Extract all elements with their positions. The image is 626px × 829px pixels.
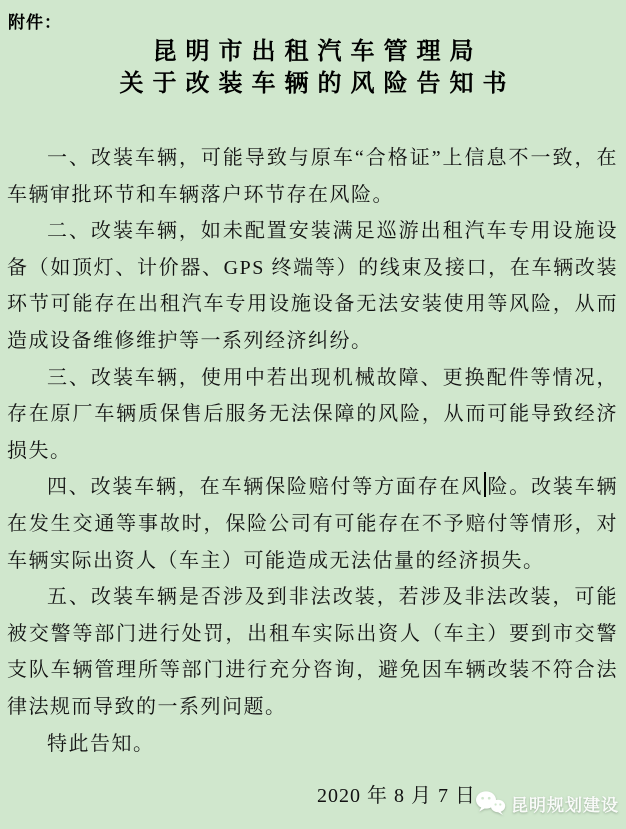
notice-paragraph-2: 二、改装车辆，如未配置安装满足巡游出租汽车专用设施设备（如顶灯、计价器、GPS 终端等）的线束及接口，在车辆改装环节可能存在出租汽车专用设施设备无法安装使用等风险，从而造成设备维修维护等一系列经济纠纷。 bbox=[7, 220, 618, 352]
notice-paragraph-4 bbox=[7, 469, 618, 579]
watermark bbox=[475, 790, 619, 817]
notice-paragraph-4-text-a: 四、改装车辆，在车辆保险赔付等方面存在风 bbox=[47, 476, 484, 499]
text-cursor bbox=[484, 472, 486, 497]
notice-paragraph-4-text-b: 险。改装车辆在发生交通等事故时，保险公司有可能存在不予赔付等情形，对车辆实际出资人（车主）可能造成无法估量的经济损失。 bbox=[7, 476, 619, 572]
date-line: 2020 年 8 月 7 日 bbox=[317, 785, 476, 808]
notice-title-line-2: 关于改装车辆的风险告知书 bbox=[119, 70, 516, 97]
closing-line: 特此告知。 bbox=[47, 732, 155, 755]
attachment-label: 附件： bbox=[8, 13, 62, 32]
notice-paragraph-1: 一、改装车辆，可能导致与原车“合格证”上信息不一致，在车辆审批环节和车辆落户环节存在风险。 bbox=[7, 147, 618, 206]
watermark-text: 昆明规划建设 bbox=[511, 796, 619, 815]
notice-body bbox=[0, 140, 626, 815]
wechat-icon bbox=[475, 790, 506, 817]
notice-paragraph-5: 五、改装车辆是否涉及到非法改装，若涉及非法改装，可能被交警等部门进行处罚，出租车实际出资人（车主）要到市交警支队车辆管理所等部门进行充分咨询，避免因车辆改装不符合法律法规而导致的一系列问题。 bbox=[7, 586, 618, 718]
notice-title bbox=[0, 36, 626, 100]
notice-paragraph-3: 三、改装车辆，使用中若出现机械故障、更换配件等情况，存在原厂车辆质保售后服务无法保障的风险，从而可能导致经济损失。 bbox=[7, 366, 618, 462]
notice-title-line-1: 昆明市出租汽车管理局 bbox=[152, 38, 483, 65]
